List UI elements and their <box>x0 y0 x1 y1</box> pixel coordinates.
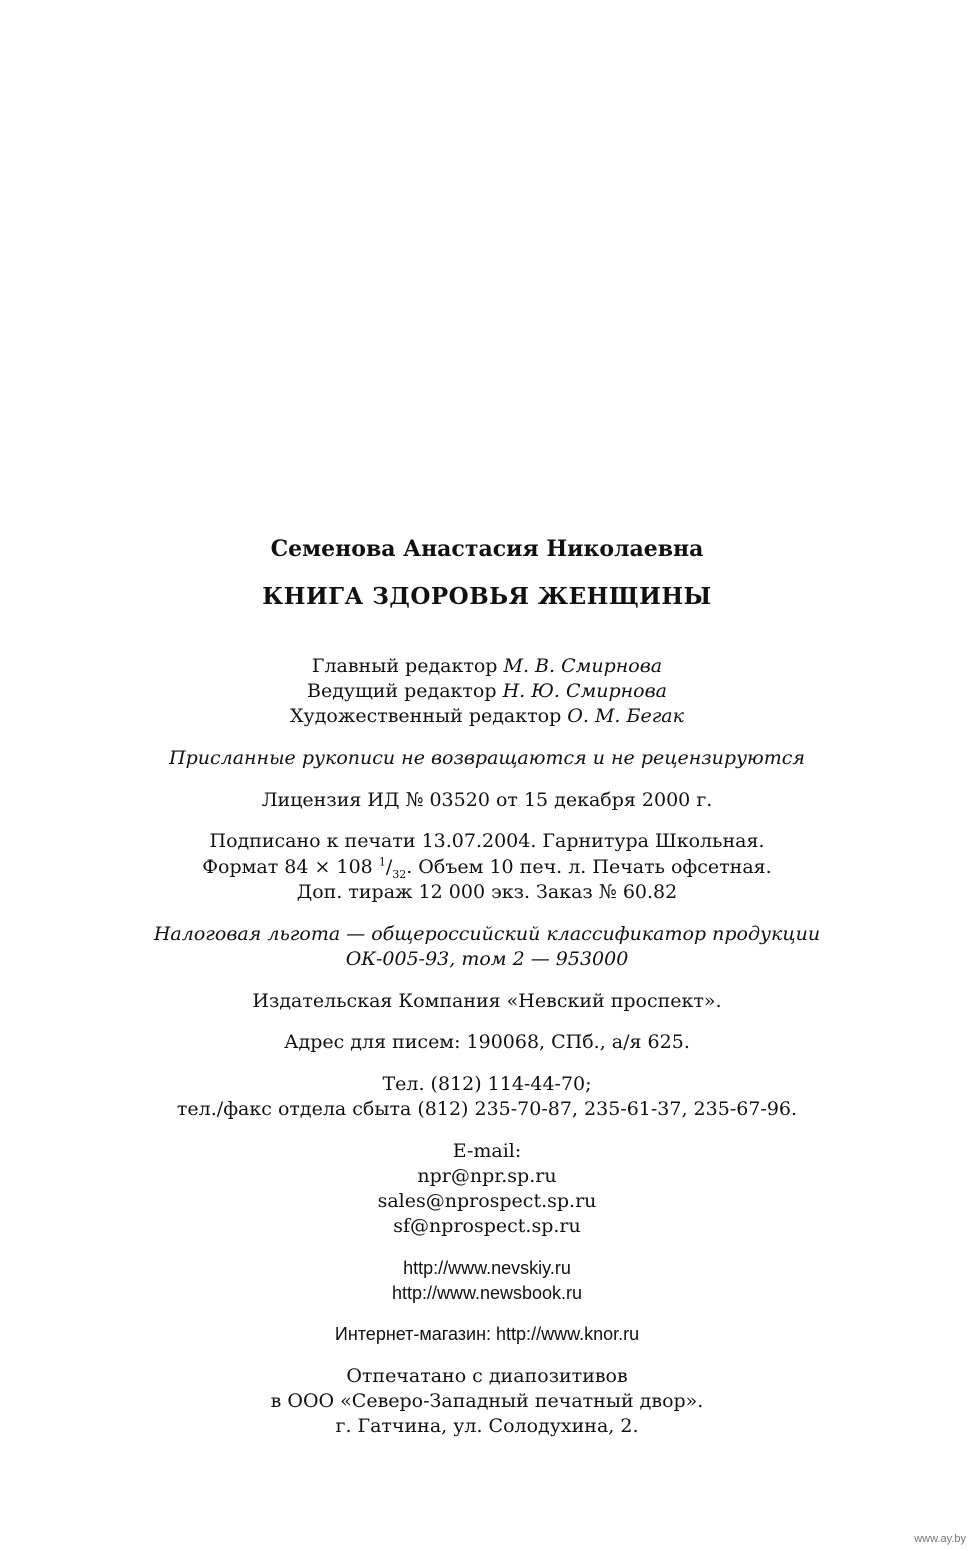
tax-line-1: Налоговая льгота — общероссийский классификатор продукции <box>153 923 821 945</box>
format-suffix: . Объем 10 печ. л. Печать офсетная. <box>406 856 772 878</box>
website-link: http://www.newsbook.ru <box>391 1283 583 1303</box>
phone-line-2: тел./факс отдела сбыта (812) 235-70-87, 235-61-37, 235-67-96. <box>176 1098 798 1120</box>
email-address: sales@nprospect.sp.ru <box>377 1190 597 1212</box>
email-label: E-mail: <box>452 1140 522 1162</box>
email-address: npr@npr.sp.ru <box>417 1165 557 1187</box>
editor-art <box>0 704 974 728</box>
manuscripts-note: Присланные рукописи не возвращаются и не рецензируются <box>169 747 805 769</box>
address-line: Адрес для писем: 190068, СПб., а/я 625. <box>284 1031 690 1053</box>
author-name: Семенова Анастасия Николаевна <box>270 536 704 562</box>
editor-role: Ведущий редактор <box>306 680 497 702</box>
format-prefix: Формат 84 × 108 <box>202 856 373 878</box>
printer-line-1: Отпечатано с диапозитивов <box>346 1365 628 1387</box>
editor-name: О. М. Бегак <box>567 705 684 727</box>
watermark: www.ay.by <box>914 1533 966 1545</box>
license-line: Лицензия ИД № 03520 от 15 декабря 2000 г. <box>261 789 713 811</box>
editor-lead <box>0 679 974 703</box>
printer-line-3: г. Гатчина, ул. Солодухина, 2. <box>335 1415 639 1437</box>
editor-name: Н. Ю. Смирнова <box>502 680 668 702</box>
print-format-line: Формат 84 × 108 $^1/_{32}$. Объем 10 печ. л. Печать офсетная. <box>202 855 772 881</box>
print-signed-line: Подписано к печати 13.07.2004. Гарнитура Школьная. <box>209 830 765 852</box>
editor-name: М. В. Смирнова <box>503 655 663 677</box>
editor-role: Художественный редактор <box>290 705 562 727</box>
printer-line-2: в ООО «Северо-Западный печатный двор». <box>270 1390 704 1412</box>
editor-role: Главный редактор <box>311 655 498 677</box>
format-numerator: 1 <box>378 855 386 869</box>
publisher-line: Издательская Компания «Невский проспект». <box>252 990 722 1012</box>
book-title: КНИГА ЗДОРОВЬЯ ЖЕНЩИНЫ <box>262 583 712 610</box>
print-run-line: Доп. тираж 12 000 экз. Заказ № 60.82 <box>296 881 678 903</box>
phone-line-1: Тел. (812) 114-44-70; <box>382 1073 592 1095</box>
editor-chief <box>0 654 974 678</box>
tax-line-2: ОК-005-93, том 2 — 953000 <box>345 948 629 970</box>
website-link: http://www.nevskiy.ru <box>403 1258 571 1278</box>
format-denominator: 32 <box>392 867 407 881</box>
email-address: sf@nprospect.sp.ru <box>393 1215 581 1237</box>
online-shop-line: Интернет-магазин: http://www.knor.ru <box>334 1324 640 1344</box>
